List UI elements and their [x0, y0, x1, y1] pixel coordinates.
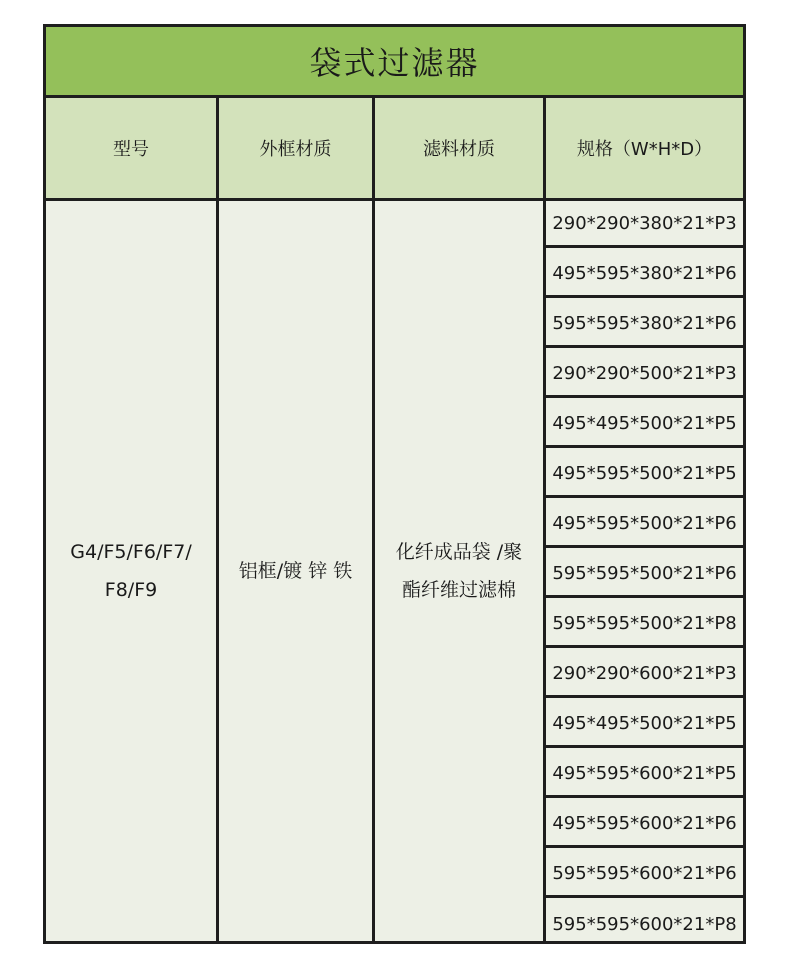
header-model: 型号 — [113, 139, 149, 160]
media-cell — [375, 201, 543, 941]
media-line-2: 酯纤维过滤棉 — [401, 579, 516, 601]
media-line-1: 化纤成品袋 /聚 — [395, 541, 523, 563]
model-line-1: G4/F5/F6/F7/ — [70, 541, 192, 563]
header-media: 滤料材质 — [423, 139, 495, 160]
spec-cell: 595*595*500*21*P6 — [546, 551, 743, 598]
spec-cell: 495*595*380*21*P6 — [546, 251, 743, 298]
spec-cell: 495*595*600*21*P5 — [546, 751, 743, 798]
spec-cell: 290*290*600*21*P3 — [546, 651, 743, 698]
spec-cell: 495*595*500*21*P5 — [546, 451, 743, 498]
table-title: 袋式过滤器 — [46, 27, 743, 98]
spec-cell: 595*595*380*21*P6 — [546, 301, 743, 348]
spec-cell: 495*595*600*21*P6 — [546, 801, 743, 848]
model-line-2: F8/F9 — [104, 579, 158, 601]
spec-table — [43, 24, 746, 944]
spec-cell: 595*595*600*21*P6 — [546, 851, 743, 898]
frame-text: 铝框/镀 锌 铁 — [238, 560, 353, 582]
spec-cell: 495*595*500*21*P6 — [546, 501, 743, 548]
frame-cell — [219, 201, 372, 941]
model-cell — [46, 201, 216, 941]
spec-cell: 495*495*500*21*P5 — [546, 401, 743, 448]
header-frame: 外框材质 — [259, 139, 332, 160]
spec-cell: 595*595*600*21*P8 — [552, 914, 737, 935]
spec-cell: 595*595*500*21*P8 — [546, 601, 743, 648]
header-row — [46, 98, 743, 201]
spec-cell: 495*495*500*21*P5 — [546, 701, 743, 748]
spec-cell: 290*290*380*21*P3 — [546, 201, 743, 248]
spec-column — [546, 201, 743, 941]
spec-cell: 290*290*500*21*P3 — [546, 351, 743, 398]
header-spec: 规格（W*H*D） — [576, 139, 713, 160]
